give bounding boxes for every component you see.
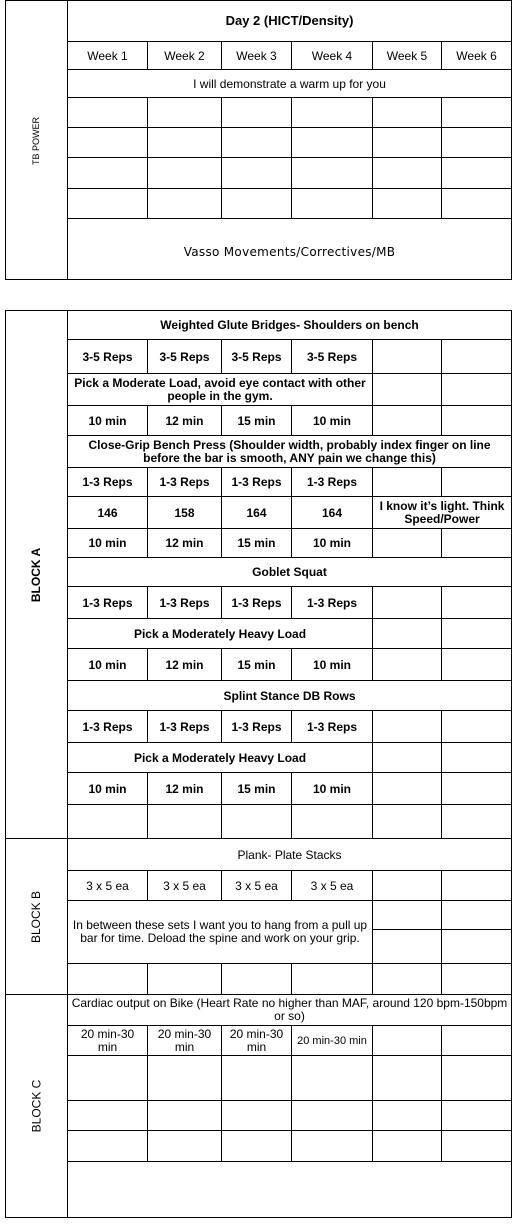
empty-cell [148,1101,222,1131]
block-b-label-cell [6,839,68,995]
bench-reps-week-2: 1-3 Reps [148,468,222,497]
rows-reps-week-4: 1-3 Reps [292,711,373,743]
empty-cell [373,98,442,128]
empty-cell [442,189,512,219]
empty-cell [292,98,373,128]
goblet-reps-week-1: 1-3 Reps [68,587,148,619]
empty-cell [68,158,148,189]
empty-cell [373,805,442,839]
empty-cell [222,964,292,995]
bench-press-title: Close-Grip Bench Press (Shoulder width, probably index finger on line before the bar is smooth, ANY pain we change this) [68,436,512,468]
empty-cell [373,1056,442,1101]
empty-cell [442,529,512,558]
week-1-header: Week 1 [68,42,148,70]
day-header-table [5,0,512,280]
empty-cell [442,1056,512,1101]
glute-reps-week-2: 3-5 Reps [148,340,222,374]
empty-cell [292,1101,373,1131]
empty-cell [442,619,512,649]
goblet-squat-title: Goblet Squat [68,558,512,587]
empty-cell [373,871,442,901]
empty-cell [222,1131,292,1162]
plank-sets-week-1: 3 x 5 ea [68,871,148,901]
block-a-label-cell [6,311,68,839]
empty-cell [373,587,442,619]
empty-cell [292,964,373,995]
empty-cell [373,158,442,189]
empty-cell [292,128,373,158]
empty-cell [68,1162,512,1218]
empty-cell [442,1026,512,1056]
empty-cell [442,1101,512,1131]
empty-cell [222,98,292,128]
week-2-header: Week 2 [148,42,222,70]
glute-time-week-3: 15 min [222,406,292,436]
empty-cell [292,805,373,839]
bench-reps-week-3: 1-3 Reps [222,468,292,497]
bench-time-week-3: 15 min [222,529,292,558]
empty-cell [373,901,442,930]
empty-cell [68,1056,148,1101]
empty-cell [373,649,442,681]
empty-cell [442,711,512,743]
vasso-movements-note: Vasso Movements/Correctives/MB [68,219,512,280]
empty-cell [442,340,512,374]
empty-cell [442,468,512,497]
empty-cell [442,587,512,619]
empty-cell [148,158,222,189]
rows-time-week-4: 10 min [292,773,373,805]
block-c-label-cell [6,995,68,1218]
empty-cell [442,901,512,930]
empty-cell [373,1131,442,1162]
bench-time-week-1: 10 min [68,529,148,558]
empty-cell [148,1056,222,1101]
glute-time-week-1: 10 min [68,406,148,436]
bench-load-week-2: 158 [148,497,222,529]
empty-cell [442,773,512,805]
goblet-load-note: Pick a Moderately Heavy Load [68,619,373,649]
empty-cell [373,468,442,497]
program-table [5,310,512,1218]
glute-time-week-4: 10 min [292,406,373,436]
empty-cell [373,711,442,743]
bench-load-week-3: 164 [222,497,292,529]
warmup-note: I will demonstrate a warm up for you [68,70,512,98]
bike-duration-week-3: 20 min-30 min [222,1026,292,1056]
bench-time-week-2: 12 min [148,529,222,558]
rows-reps-week-2: 1-3 Reps [148,711,222,743]
empty-cell [373,374,442,406]
glute-bridges-title: Weighted Glute Bridges- Shoulders on bench [68,311,512,340]
bench-reps-week-1: 1-3 Reps [68,468,148,497]
bench-load-note: I know it’s light. Think Speed/Power [373,497,512,529]
week-3-header: Week 3 [222,42,292,70]
week-6-header: Week 6 [442,42,512,70]
empty-cell [148,189,222,219]
empty-cell [373,619,442,649]
empty-cell [373,128,442,158]
empty-cell [442,158,512,189]
empty-cell [442,964,512,995]
tb-power-label-cell [6,1,68,280]
empty-cell [373,1026,442,1056]
plank-title: Plank- Plate Stacks [68,839,512,871]
empty-cell [68,98,148,128]
empty-cell [373,189,442,219]
block-c-label: BLOCK C [29,1079,44,1133]
week-5-header: Week 5 [373,42,442,70]
rows-time-week-3: 15 min [222,773,292,805]
db-rows-title: Splint Stance DB Rows [68,681,512,711]
empty-cell [373,340,442,374]
week-4-header: Week 4 [292,42,373,70]
day-title: Day 2 (HICT/Density) [68,1,512,42]
empty-cell [68,1131,148,1162]
empty-cell [373,743,442,773]
bike-duration-week-4: 20 min-30 min [292,1026,373,1056]
rows-load-note: Pick a Moderately Heavy Load [68,743,373,773]
glute-load-note: Pick a Moderate Load, avoid eye contact with other people in the gym. [68,374,373,406]
rows-reps-week-1: 1-3 Reps [68,711,148,743]
empty-cell [222,128,292,158]
rows-time-week-2: 12 min [148,773,222,805]
empty-cell [373,529,442,558]
empty-cell [373,406,442,436]
tb-power-label: TB POWER [31,116,42,165]
empty-cell [292,1131,373,1162]
empty-cell [442,128,512,158]
empty-cell [148,1131,222,1162]
plank-sets-week-2: 3 x 5 ea [148,871,222,901]
empty-cell [373,1101,442,1131]
empty-cell [442,1131,512,1162]
empty-cell [68,1101,148,1131]
empty-cell [373,964,442,995]
goblet-reps-week-4: 1-3 Reps [292,587,373,619]
goblet-reps-week-3: 1-3 Reps [222,587,292,619]
empty-cell [222,189,292,219]
bike-cardio-title: Cardiac output on Bike (Heart Rate no higher than MAF, around 120 bpm-150bpm or so) [68,995,512,1026]
empty-cell [373,930,442,964]
bench-load-week-4: 164 [292,497,373,529]
empty-cell [68,128,148,158]
glute-reps-week-1: 3-5 Reps [68,340,148,374]
empty-cell [442,406,512,436]
rows-time-week-1: 10 min [68,773,148,805]
bench-load-week-1: 146 [68,497,148,529]
goblet-time-week-1: 10 min [68,649,148,681]
empty-cell [442,871,512,901]
pull-up-hang-note: In between these sets I want you to hang from a pull up bar for time. Deload the spine and work on your grip. [68,901,373,964]
empty-cell [442,743,512,773]
empty-cell [442,930,512,964]
empty-cell [148,98,222,128]
empty-cell [148,805,222,839]
empty-cell [292,1056,373,1101]
empty-cell [222,1056,292,1101]
bike-duration-week-2: 20 min-30 min [148,1026,222,1056]
goblet-reps-week-2: 1-3 Reps [148,587,222,619]
empty-cell [68,805,148,839]
goblet-time-week-3: 15 min [222,649,292,681]
empty-cell [222,1101,292,1131]
empty-cell [222,158,292,189]
empty-cell [148,964,222,995]
plank-sets-week-3: 3 x 5 ea [222,871,292,901]
goblet-time-week-4: 10 min [292,649,373,681]
plank-sets-week-4: 3 x 5 ea [292,871,373,901]
empty-cell [148,128,222,158]
glute-reps-week-3: 3-5 Reps [222,340,292,374]
empty-cell [68,964,148,995]
glute-time-week-2: 12 min [148,406,222,436]
goblet-time-week-2: 12 min [148,649,222,681]
bench-reps-week-4: 1-3 Reps [292,468,373,497]
bench-time-week-4: 10 min [292,529,373,558]
empty-cell [442,374,512,406]
empty-cell [222,805,292,839]
rows-reps-week-3: 1-3 Reps [222,711,292,743]
empty-cell [442,98,512,128]
empty-cell [373,773,442,805]
empty-cell [442,649,512,681]
block-b-label: BLOCK B [29,890,44,943]
empty-cell [292,189,373,219]
glute-reps-week-4: 3-5 Reps [292,340,373,374]
empty-cell [68,189,148,219]
bike-duration-week-1: 20 min-30 min [68,1026,148,1056]
block-a-label: BLOCK A [29,547,44,602]
empty-cell [292,158,373,189]
empty-cell [442,805,512,839]
